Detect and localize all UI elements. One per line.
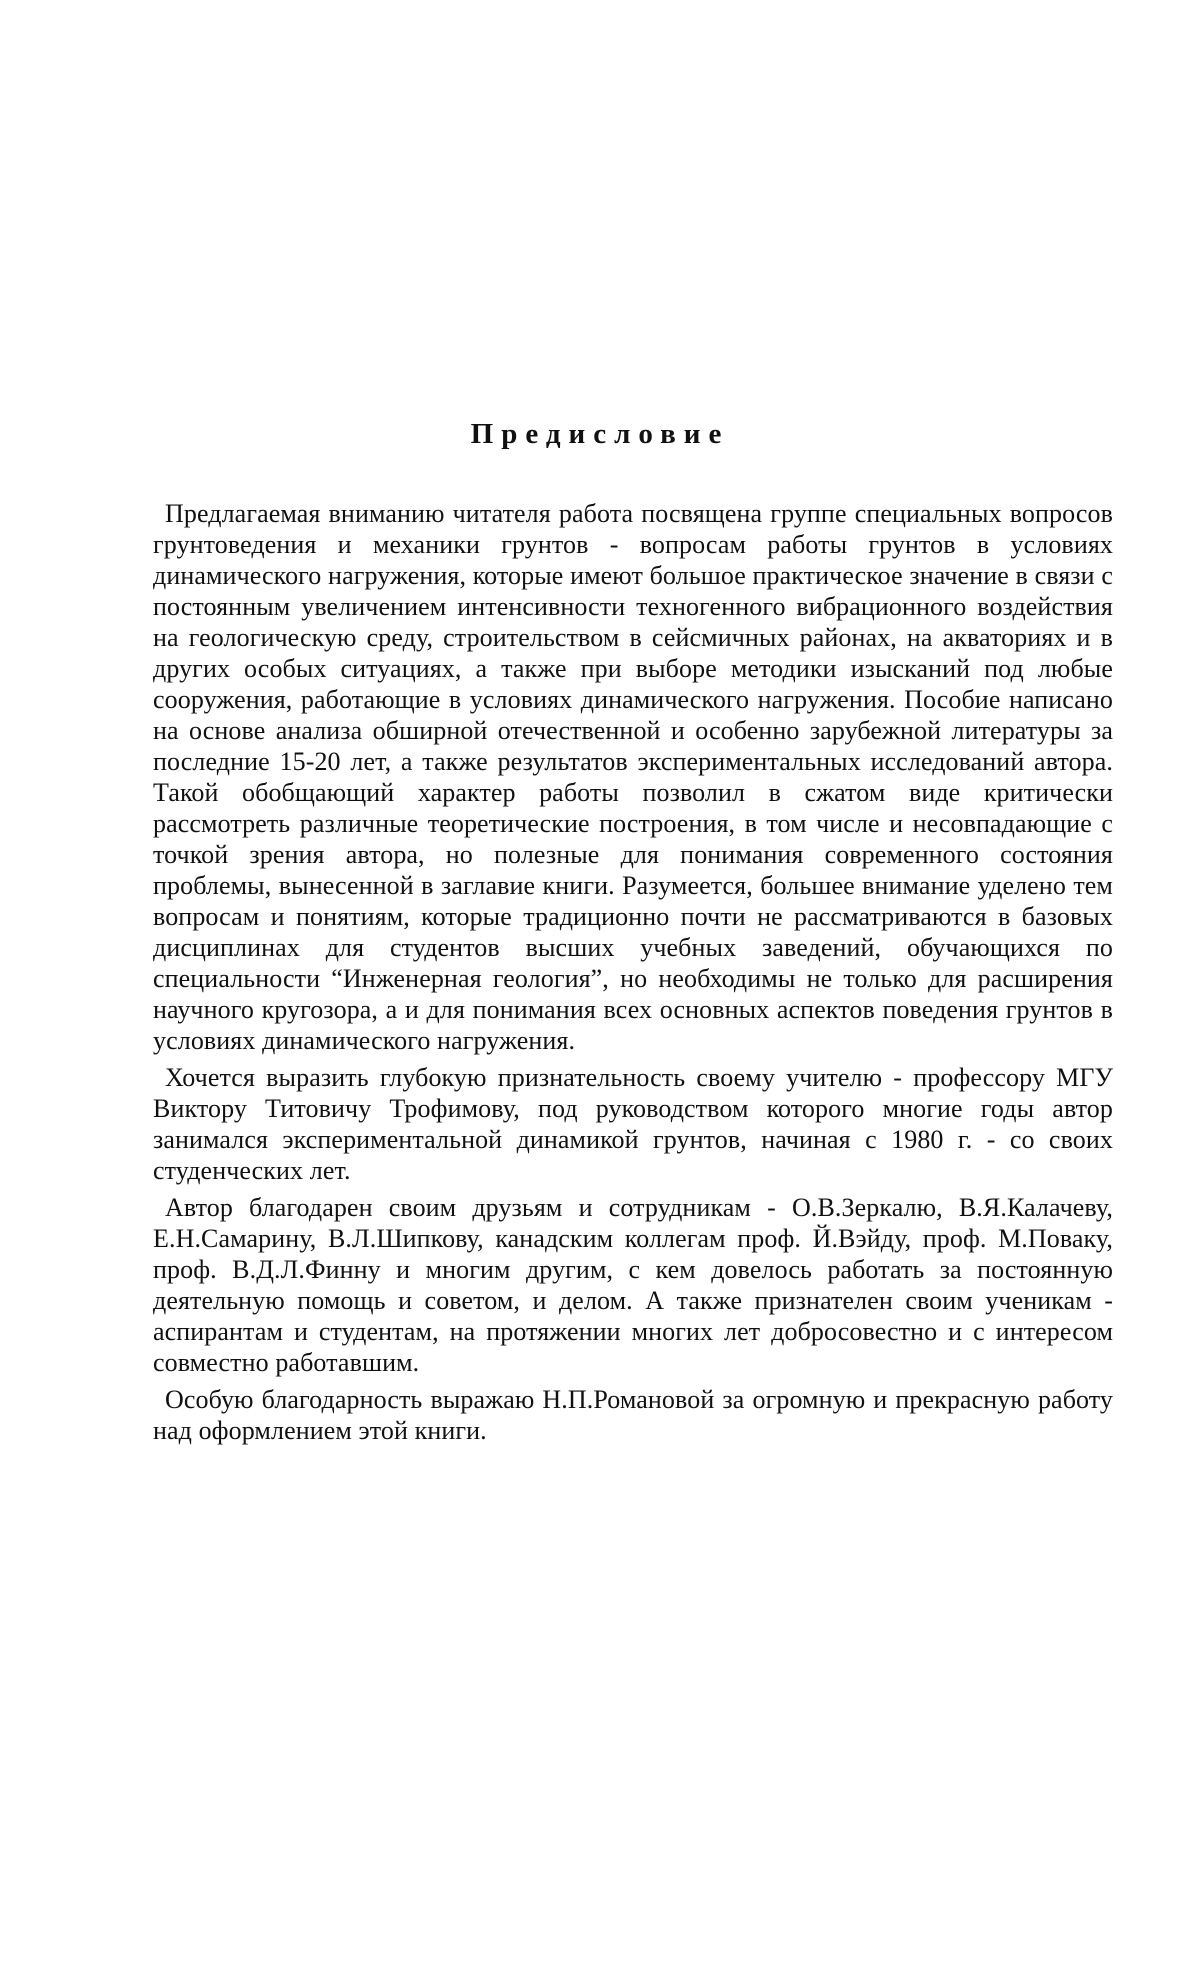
paragraph-intro: Предлагаемая вниманию читателя работа посвящена группе специальных вопросов грунтоведения и механики грунтов - вопросам работы грунтов в условиях динамического нагружения, которые имеют большое практическое значение в связи с постоянным увеличением интенсивности техногенного вибрационного воздействия на геологическую среду, строительством в сейсмичных районах, на акваториях и в других особых ситуациях, а также при выборе методики изысканий под любые сооружения, работающие в условиях динамического нагружения. Пособие написано на основе анализа обширной отечественной и особенно зарубежной литературы за последние 15-20 лет, а также результатов экспериментальных исследований автора. Такой обобщающий характер работы позволил в сжатом виде критически рассмотреть различные теоретические построения, в том числе и несовпадающие с точкой зрения автора, но полезные для понимания современного состояния проблемы, вынесенной в заглавие книги. Разумеется, большее внимание уделено тем вопросам и понятиям, которые традиционно почти не рассматриваются в базовых дисциплинах для студентов высших учебных заведений, обучающихся по специальности “Инженерная геология”, но необходимы не только для расширения научного кругозора, а и для понимания всех основных аспектов поведения грунтов в условиях динамического нагружения. [153,499,1113,1055]
paragraph-gratitude-design: Особую благодарность выражаю Н.П.Романовой за огромную и прекрасную работу над оформлением этой книги. [153,1385,1113,1445]
page-title: Предисловие [470,418,730,450]
paragraph-gratitude-teacher: Хочется выразить глубокую признательность своему учителю - профессору МГУ Виктору Титовичу Трофимову, под руководством которого многие годы автор занимался экспериментальной динамикой грунтов, начиная с 1980 г. - со своих студенческих лет. [153,1063,1113,1185]
preface-body [153,498,1113,1452]
paragraph-gratitude-colleagues: Автор благодарен своим друзьям и сотрудникам - О.В.Зеркалю, В.Я.Калачеву, Е.Н.Самарину, В.Л.Шипкову, канадским коллегам проф. Й.Вэйду, проф. М.Поваку, проф. В.Д.Л.Финну и многим другим, с кем довелось работать за постоянную деятельную помощь и советом, и делом. А также признателен своим ученикам - аспирантам и студентам, на протяжении многих лет добросовестно и с интересом совместно работавшим. [153,1193,1113,1377]
